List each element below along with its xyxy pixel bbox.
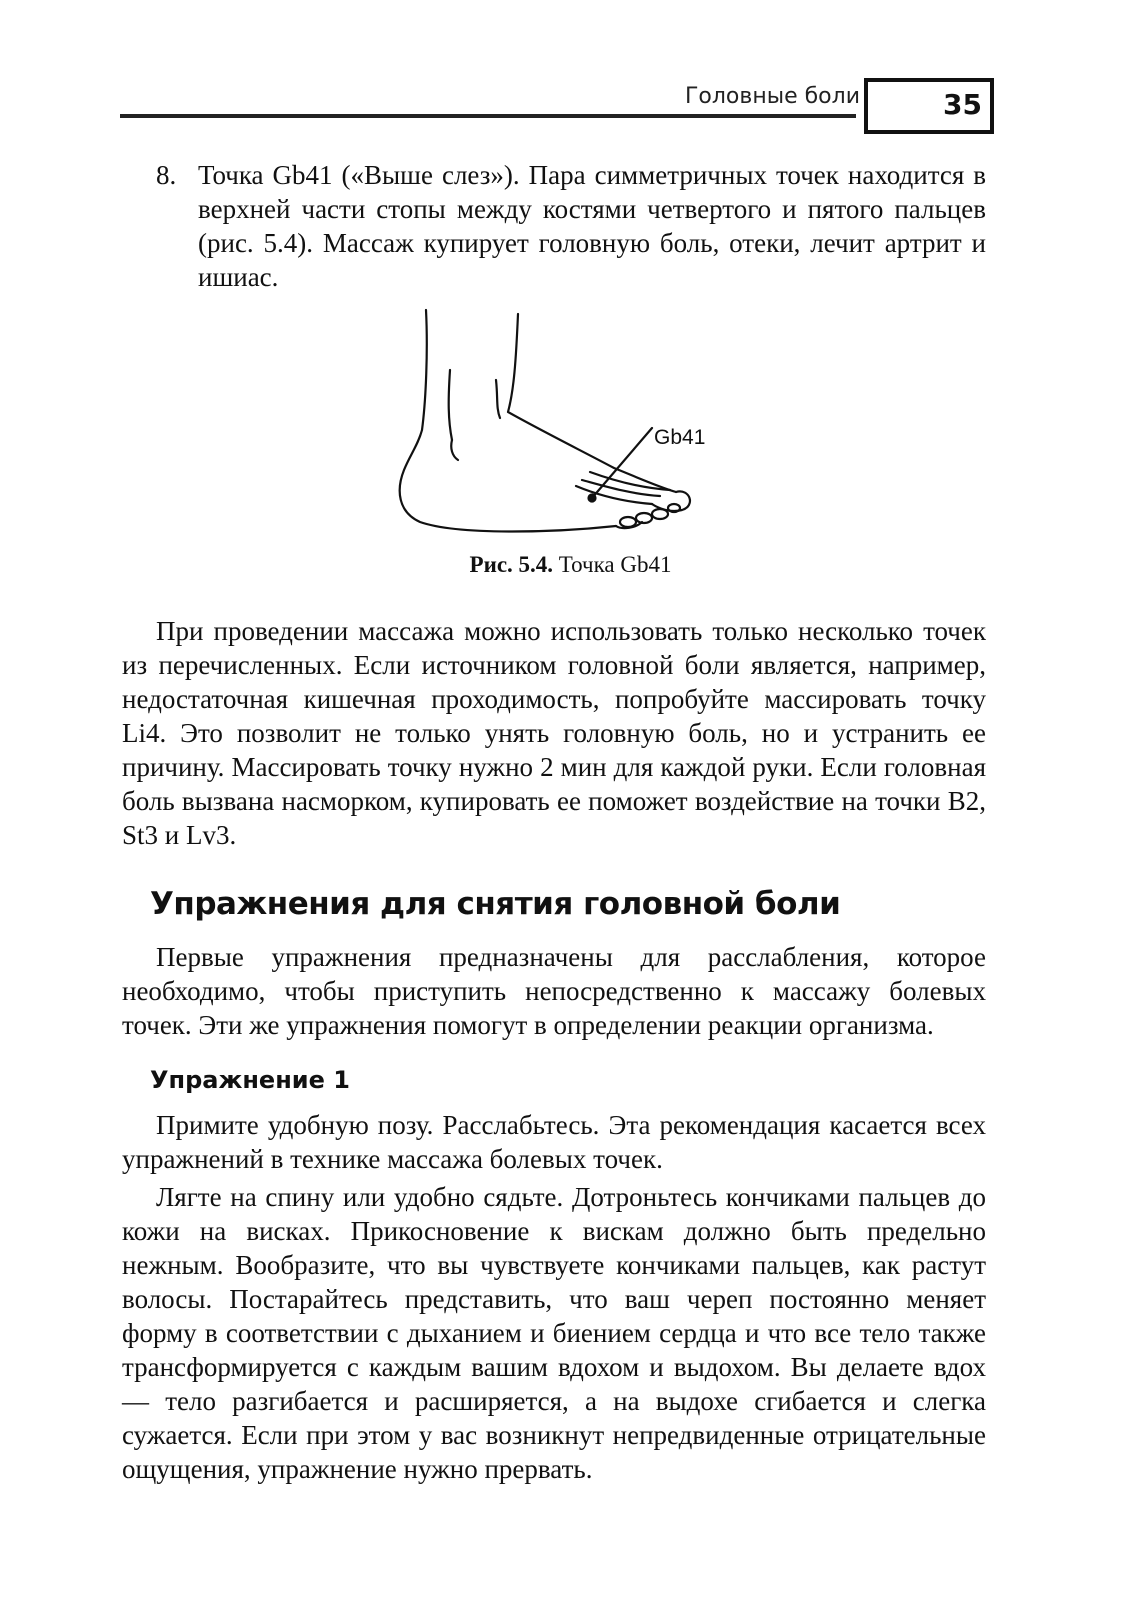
paragraph-exercise: Лягте на спину или удобно сядьте. Дотроньтесь кончиками пальцев до кожи на висках. Прикосновение к вискам должно быть предельно нежным. Вообразите, что вы чувствуете кончиками пальцев, как растут волосы. Постарайтесь представить, что ваш череп постоянно меняет форму в соответствии с дыханием и биением сердца и что все тело также трансформируется с каждым вашим вдохом и выдохом. Вы делаете вдох — тело разгибается и расширяется, а на выдохе сгибается и слегка сужается. Если при этом у вас возникнут непредвиденные отрицательные ощущения, упражнение нужно прервать. [122,1182,986,1484]
caption-text: Точка Gb41 [553,552,672,577]
foot-figure [390,300,730,550]
page-number: 35 [943,88,982,121]
section-heading: Упражнения для снятия головной боли [150,886,841,922]
caption-prefix: Рис. 5.4. [469,552,554,577]
foot-illustration-icon [390,300,730,550]
running-header [120,78,1010,138]
exercise-heading: Упражнение 1 [150,1066,350,1094]
list-item-number: 8. [156,160,177,190]
page-number-box [864,78,994,134]
header-rule [120,114,856,118]
point-label: Gb41 [654,426,706,449]
paragraph-massage-points: При проведении массажа можно использовать только несколько точек из перечисленных. Если источником головной боли является, например, недостаточная кишечная проходимость, попробуйте массировать точку Li4. Это позволит не только унять головную боль, но и устранить ее причину. Массировать точку нужно 2 мин для каждой руки. Если головная боль вызвана насморком, купировать ее поможет воздействие на точки B2, St3 и Lv3. [122,616,986,850]
paragraph-intro: Первые упражнения предназначены для расслабления, которое необходимо, чтобы приступить непосредственно к массажу болевых точек. Эти же упражнения помогут в определении реакции организма. [122,942,986,1040]
running-title: Головные боли [684,84,860,109]
list-item-text: Точка Gb41 («Выше слез»). Пара симметричных точек находится в верхней части стопы между костями четвертого и пятого пальцев (рис. 5.4). Массаж купирует головную боль, отеки, лечит артрит и ишиас. [198,160,986,292]
paragraph-relax: Примите удобную позу. Расслабьтесь. Эта рекомендация касается всех упражнений в технике массажа болевых точек. [122,1110,986,1174]
figure-caption [0,552,1131,578]
